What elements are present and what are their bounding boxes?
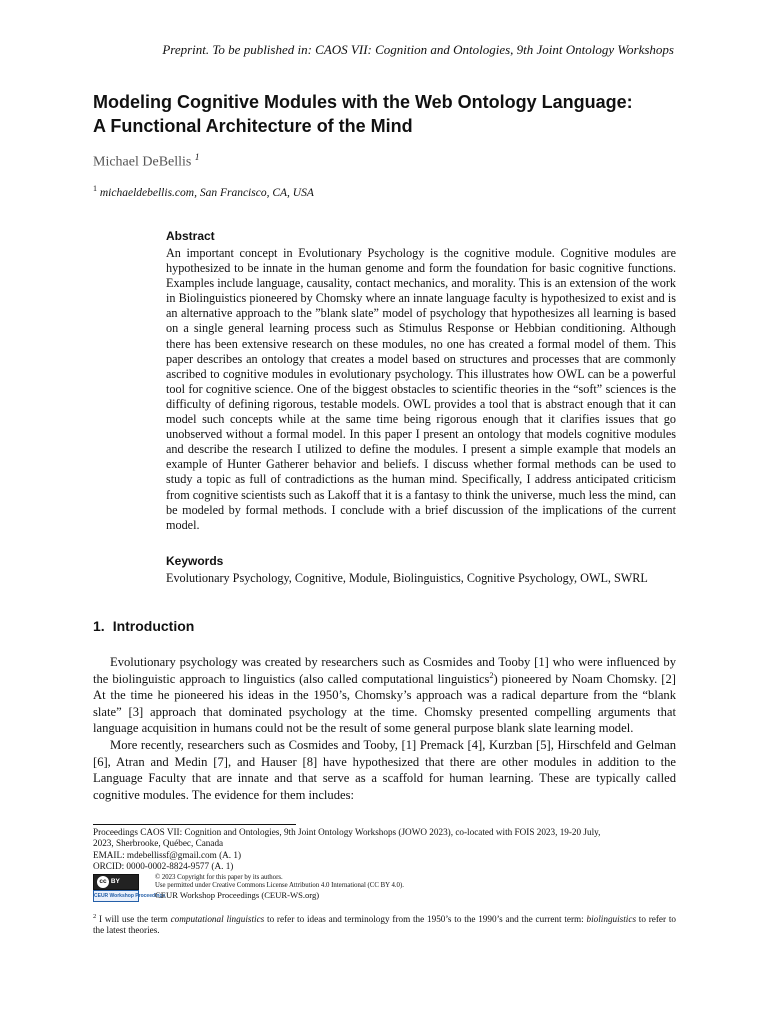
- author-line: [93, 152, 199, 171]
- footnote-2-text-a: I will use the term: [96, 914, 171, 925]
- introduction-body: [93, 654, 676, 803]
- section-title: Introduction: [112, 618, 195, 634]
- author-email: EMAIL: mdebellissf@gmail.com (A. 1): [93, 849, 242, 860]
- author-orcid: ORCID: 0000-0002-8824-9577 (A. 1): [93, 861, 234, 872]
- author-affiliation-marker: 1: [194, 152, 200, 162]
- affiliation-marker: 1: [93, 184, 97, 193]
- intro-paragraph-1-part-a: Evolutionary psychology was created by researchers such as Cosmides and Tooby [1] who were influenced by the biolinguistic approach to linguistics (also called computational linguistics: [93, 655, 676, 686]
- section-number: 1.: [93, 618, 105, 634]
- author-name: Michael DeBellis: [93, 154, 192, 170]
- ceur-proceedings-line: CEUR Workshop Proceedings (CEUR-WS.org): [155, 889, 320, 900]
- cc-by-license-icon: cc BY: [93, 874, 139, 890]
- license-row: [93, 874, 676, 900]
- abstract-text: An important concept in Evolutionary Psychology is the cognitive module. Cognitive modules are hypothesized to be innate in the human genome and form the foundation for basic cognitive functions. Examples include language, causality, contact mechanics, and morality. This is an extension of the work in Biolinguistics pioneered by Chomsky where an innate language faculty is hypothesized to exist and is an alternative approach to the ”blank slate” model of psychology that hypothesizes all learning is based on a single general learning process such as Stimulus Response or Hebbian conditioning. Although there has been extensive research on these modules, no one has created a formal model of them. This paper describes an ontology that creates a model based on structures and processes that are commonly ascribed to cognitive modules in evolutionary psychology. This illustrates how OWL can be a powerful tool for cognitive science. One of the biggest obstacles to scientific theories in the “soft” sciences is the difficulty of defining rigorous, testable models. OWL provides a tool that is abstract enough that it can model such concepts while at the same time being rigorous enough that it clarifies issues that go unobserved without a formal model. In this paper I present an ontology that models cognitive modules and describe the research I utilized to define the modules. I present a simple example that models an example of Hunter Gatherer behavior and beliefs. I discuss whether formal methods can be used to study a topic as full of contradictions as the human mind. Specifically, I address anticipated criticism from cognitive scientists such as Lakoff that it is a fantasy to think the universe, much less the mind, can be modeled by formal methods. I conclude with a brief discussion of the implications of the current model.: [166, 246, 676, 532]
- footnote-2: [93, 911, 676, 937]
- intro-paragraph-1: [93, 654, 676, 737]
- proceedings-line-1: Proceedings CAOS VII: Cognition and Ontologies, 9th Joint Ontology Workshops (JOWO 2023), co-located with FOIS 2023, 19-20 July,: [93, 827, 601, 837]
- paper-title: [93, 90, 693, 138]
- footnote-2-text-c: to refer to the latest theories.: [93, 914, 676, 936]
- footnote-2-term-2: biolinguistics: [586, 914, 637, 925]
- intro-paragraph-1-part-b: ) pioneered by Noam Chomsky. [2] At the time he pioneered his ideas in the 1950’s, Chomsky’s approach was a radical departure from the “blank slate” [3] approach that dominated psychology at the time. Chomsky presented compelling arguments that language acquisition in humans could not be the result of some general purpose blank slate learning model.: [93, 671, 676, 736]
- copyright-line: © 2023 Copyright for this paper by its authors.: [155, 873, 283, 881]
- title-line-2: A Functional Architecture of the Mind: [93, 116, 413, 136]
- ceur-logo-icon: CEUR Workshop Proceedings: [93, 890, 139, 902]
- affiliation-line: [93, 184, 314, 199]
- proceedings-line-2: 2023, Sherbrooke, Québec, Canada: [93, 838, 224, 849]
- section-heading-introduction: [93, 618, 194, 634]
- license-text: [155, 874, 404, 890]
- footnote-marker-2[interactable]: 2: [489, 670, 494, 680]
- affiliation-text: michaeldebellis.com, San Francisco, CA, USA: [99, 186, 314, 199]
- footnote-2-term-1: computational linguistics: [170, 914, 265, 925]
- intro-paragraph-2: More recently, researchers such as Cosmides and Tooby, [1] Premack [4], Kurzban [5], Hirschfeld and Gelman [6], Atran and Medin [7], and Hauser [8] have hypothesized that there are other modules in addition to the Language Faculty that are innate and that serve as a scaffold for human learning. These are typically called cognitive modules. The evidence for them includes:: [93, 737, 676, 802]
- keywords-text: Evolutionary Psychology, Cognitive, Module, Biolinguistics, Cognitive Psychology, OWL, SWRL: [166, 571, 648, 585]
- proceedings-footer: [93, 827, 676, 900]
- cc-badge-label: BY: [110, 877, 120, 885]
- keywords-section: [166, 553, 676, 586]
- footnote-divider: [93, 824, 296, 825]
- abstract-section: [166, 228, 676, 533]
- footnote-2-marker: 2: [93, 913, 97, 920]
- keywords-heading: Keywords: [166, 554, 224, 568]
- license-line: Use permitted under Creative Commons License Attribution 4.0 International (CC BY 4.0).: [155, 881, 404, 889]
- footnote-2-text-b: to refer to ideas and terminology from the 1950’s to the 1990’s and the current term:: [264, 914, 587, 925]
- title-line-1: Modeling Cognitive Modules with the Web Ontology Language:: [93, 92, 633, 112]
- preprint-header: Preprint. To be published in: CAOS VII: Cognition and Ontologies, 9th Joint Ontology Workshops: [162, 42, 674, 57]
- abstract-heading: Abstract: [166, 229, 215, 243]
